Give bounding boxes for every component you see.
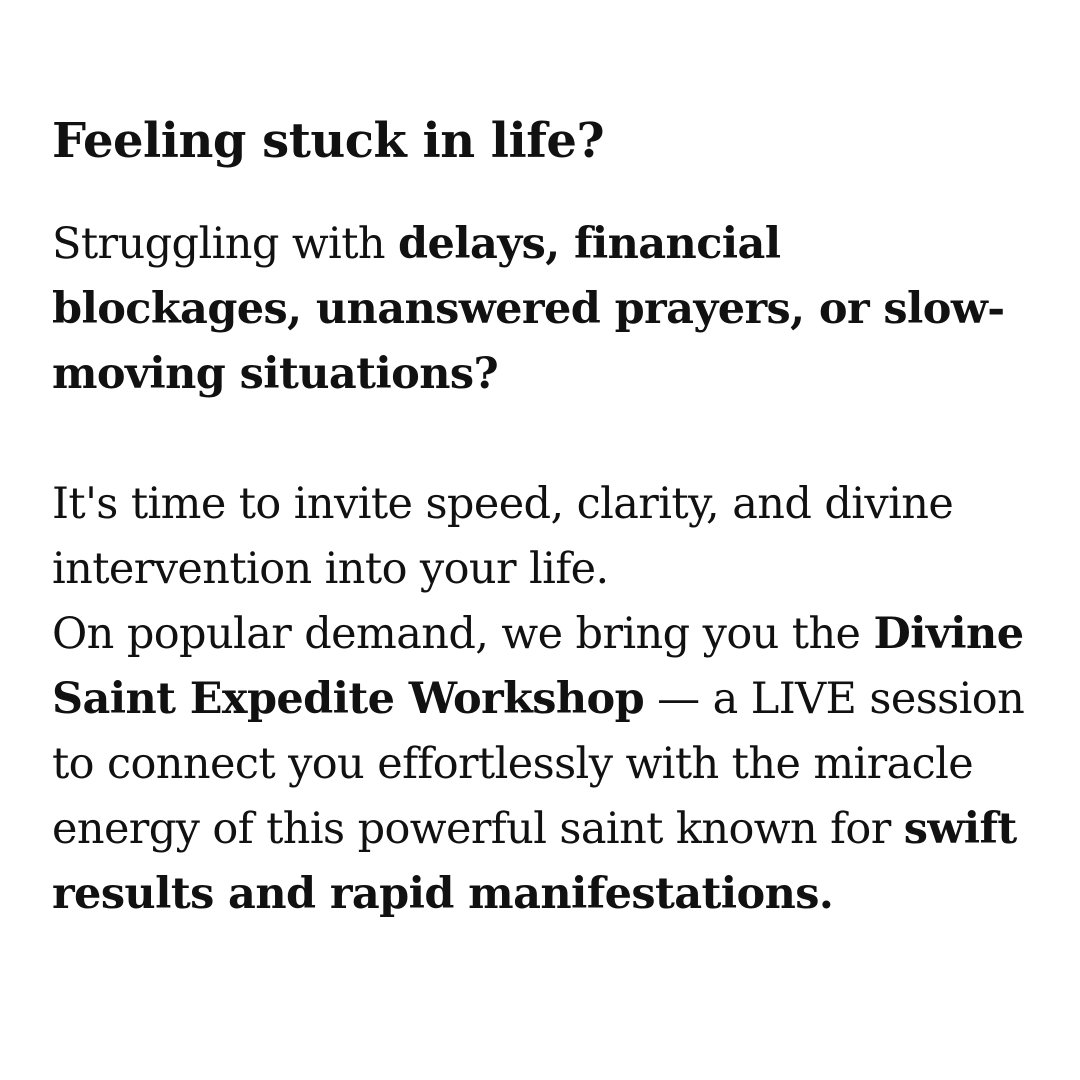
benefits-text: swift results and rapid manifestations. [52, 804, 1017, 919]
pain-points-text: delays, financial blockages, unanswered prayers, or slow-moving situations? [52, 219, 1005, 399]
post-content [52, 108, 1032, 927]
intro-lead-text: Struggling with [52, 219, 399, 269]
headline: Feeling stuck in life? [52, 113, 605, 169]
workshop-paragraph [52, 472, 1032, 927]
invitation-text: It's time to invite speed, clarity, and divine intervention into your life. [52, 479, 954, 594]
workshop-name: Divine Saint Expedite Workshop [52, 609, 1024, 724]
announcement-text: On popular demand, we bring you the [52, 609, 874, 659]
intro-paragraph [52, 212, 1032, 407]
workshop-description: — a LIVE session to connect you effortlessly with the miracle energy of this powerful saint known for [52, 674, 1025, 854]
